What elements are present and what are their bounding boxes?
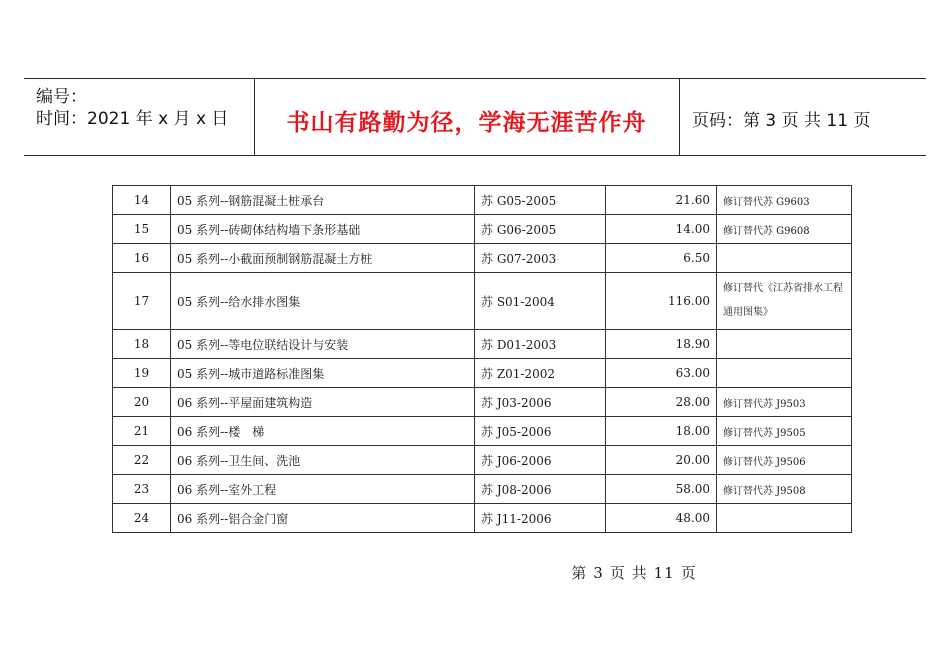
atlas-note: 修订替代苏 J9508 <box>717 475 852 504</box>
atlas-note <box>717 504 852 533</box>
atlas-note <box>717 359 852 388</box>
table-row <box>113 330 852 359</box>
table-row <box>113 504 852 533</box>
atlas-code: 苏 S01-2004 <box>475 273 606 330</box>
atlas-note: 修订替代苏 J9503 <box>717 388 852 417</box>
atlas-code: 苏 J03-2006 <box>475 388 606 417</box>
table-row <box>113 388 852 417</box>
table-row <box>113 446 852 475</box>
catalog-table <box>112 185 852 533</box>
atlas-price: 18.90 <box>606 330 717 359</box>
atlas-price: 48.00 <box>606 504 717 533</box>
atlas-code: 苏 J06-2006 <box>475 446 606 475</box>
atlas-name: 05 系列--给水排水图集 <box>171 273 475 330</box>
atlas-price: 58.00 <box>606 475 717 504</box>
row-number: 15 <box>113 215 171 244</box>
row-number: 17 <box>113 273 171 330</box>
atlas-price: 18.00 <box>606 417 717 446</box>
table-row <box>113 186 852 215</box>
atlas-name: 05 系列--等电位联结设计与安装 <box>171 330 475 359</box>
atlas-price: 21.60 <box>606 186 717 215</box>
atlas-name: 05 系列--砖砌体结构墙下条形基础 <box>171 215 475 244</box>
atlas-code: 苏 G07-2003 <box>475 244 606 273</box>
footer-current-page: 3 <box>593 564 604 582</box>
atlas-code: 苏 J11-2006 <box>475 504 606 533</box>
atlas-name: 06 系列--卫生间、洗池 <box>171 446 475 475</box>
atlas-name: 06 系列--楼 梯 <box>171 417 475 446</box>
atlas-note: 修订替代苏 J9506 <box>717 446 852 475</box>
row-number: 23 <box>113 475 171 504</box>
page-footer <box>0 562 950 583</box>
atlas-code: 苏 J08-2006 <box>475 475 606 504</box>
atlas-price: 6.50 <box>606 244 717 273</box>
atlas-price: 63.00 <box>606 359 717 388</box>
atlas-name: 06 系列--铝合金门窗 <box>171 504 475 533</box>
row-number: 14 <box>113 186 171 215</box>
footer-suffix: 页 <box>680 564 697 582</box>
atlas-note <box>717 244 852 273</box>
atlas-name: 05 系列--城市道路标准图集 <box>171 359 475 388</box>
row-number: 20 <box>113 388 171 417</box>
atlas-note: 修订替代苏 G9608 <box>717 215 852 244</box>
row-number: 21 <box>113 417 171 446</box>
header-page-info: 页码：第 3 页 共 11 页 <box>692 111 871 131</box>
atlas-code: 苏 Z01-2002 <box>475 359 606 388</box>
table-row <box>113 273 852 330</box>
atlas-note <box>717 330 852 359</box>
atlas-code: 苏 G05-2005 <box>475 186 606 215</box>
table-row <box>113 244 852 273</box>
atlas-price: 14.00 <box>606 215 717 244</box>
table-row <box>113 417 852 446</box>
header-top-rule <box>24 78 926 79</box>
atlas-price: 28.00 <box>606 388 717 417</box>
atlas-code: 苏 J05-2006 <box>475 417 606 446</box>
header-divider-right <box>679 78 680 155</box>
atlas-code: 苏 G06-2005 <box>475 215 606 244</box>
row-number: 24 <box>113 504 171 533</box>
footer-prefix: 第 <box>571 564 588 582</box>
table-row <box>113 215 852 244</box>
atlas-name: 05 系列--小截面预制钢筋混凝土方桩 <box>171 244 475 273</box>
atlas-name: 06 系列--室外工程 <box>171 475 475 504</box>
atlas-note: 修订替代《江苏省排水工程通用图集》 <box>717 273 852 330</box>
header-motto: 书山有路勤为径，学海无涯苦作舟 <box>286 110 647 136</box>
header-bottom-rule <box>24 155 926 156</box>
atlas-name: 05 系列--钢筋混凝土桩承台 <box>171 186 475 215</box>
atlas-note: 修订替代苏 J9505 <box>717 417 852 446</box>
atlas-name: 06 系列--平屋面建筑构造 <box>171 388 475 417</box>
table-row <box>113 475 852 504</box>
document-date: 时间：2021 年 x 月 x 日 <box>36 109 229 129</box>
table-row <box>113 359 852 388</box>
row-number: 16 <box>113 244 171 273</box>
atlas-price: 20.00 <box>606 446 717 475</box>
atlas-code: 苏 D01-2003 <box>475 330 606 359</box>
atlas-price: 116.00 <box>606 273 717 330</box>
row-number: 19 <box>113 359 171 388</box>
footer-total-pages: 11 <box>653 564 675 582</box>
catalog-table-body <box>113 186 852 533</box>
atlas-note: 修订替代苏 G9603 <box>717 186 852 215</box>
row-number: 22 <box>113 446 171 475</box>
document-code-label: 编号： <box>36 87 87 107</box>
footer-middle: 页 共 <box>609 564 648 582</box>
row-number: 18 <box>113 330 171 359</box>
